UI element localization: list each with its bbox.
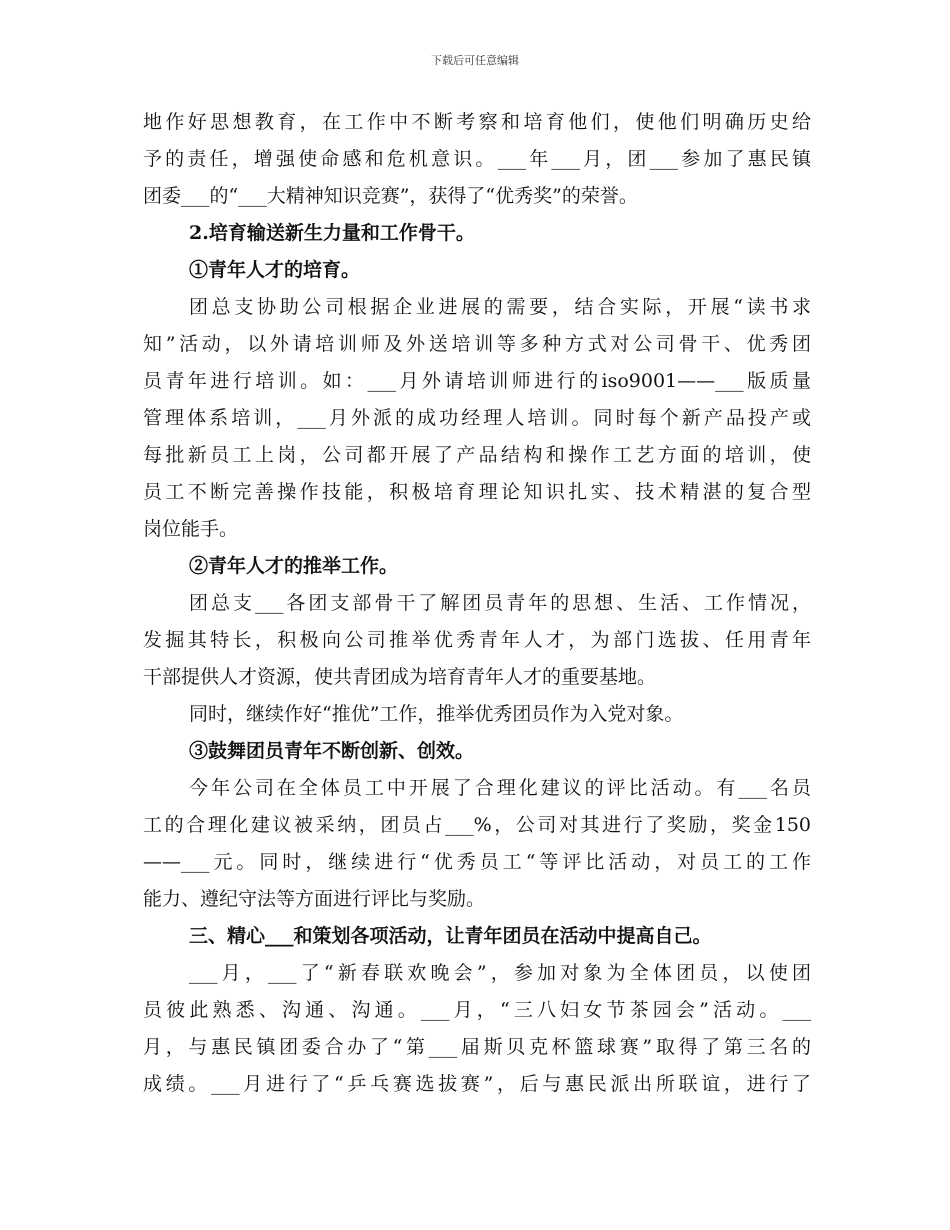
paragraph-line: 团委___的“___大精神知识竞赛”，获得了“优秀奖”的荣誉。 xyxy=(143,185,638,207)
paragraph-line: 员彼此熟悉、沟通、沟通。___月，“三八妇女节茶园会”活动。___ xyxy=(143,999,811,1021)
paragraph-line: 岗位能手。 xyxy=(143,518,239,540)
paragraph-line: 团总支___各团支部骨干了解团员青年的思想、生活、工作情况， xyxy=(189,592,811,614)
paragraph-line: 地作好思想教育，在工作中不断考察和培育他们，使他们明确历史给 xyxy=(143,111,811,133)
section-heading: ③鼓舞团员青年不断创新、创效。 xyxy=(189,740,475,762)
section-heading: ②青年人才的推举工作。 xyxy=(189,555,399,577)
paragraph-line: 每批新员工上岗，公司都开展了产品结构和操作工艺方面的培训，使 xyxy=(143,444,811,466)
paragraph-line: 管理体系培训，___月外派的成功经理人培训。同时每个新产品投产或 xyxy=(143,407,811,429)
paragraph-line: 予的责任，增强使命感和危机意识。___年___月，团___参加了惠民镇 xyxy=(143,148,811,170)
paragraph-line: ——___元。同时，继续进行“优秀员工“等评比活动，对员工的工作 xyxy=(143,851,811,873)
section-heading: 三、精心___和策划各项活动，让青年团员在活动中提高自己。 xyxy=(189,925,712,947)
paragraph-line: 同时，继续作好“推优”工作，推举优秀团员作为入党对象。 xyxy=(189,703,684,725)
paragraph-line: 团总支协助公司根据企业进展的需要，结合实际，开展“读书求 xyxy=(189,296,811,318)
paragraph-line: 月，与惠民镇团委合办了“第___届斯贝克杯篮球赛”取得了第三名的 xyxy=(143,1036,811,1058)
paragraph-line: 员工不断完善操作技能，积极培育理论知识扎实、技术精湛的复合型 xyxy=(143,481,811,503)
section-heading: ①青年人才的培育。 xyxy=(189,259,361,281)
paragraph-line: ___月，___了“新春联欢晚会”，参加对象为全体团员，以使团 xyxy=(189,962,811,984)
paragraph-line: 成绩。___月进行了“乒乓赛选拔赛”，后与惠民派出所联谊，进行了 xyxy=(143,1073,811,1095)
paragraph-line: 能力、遵纪守法等方面进行评比与奖励。 xyxy=(143,888,486,910)
paragraph-line: 今年公司在全体员工中开展了合理化建议的评比活动。有___名员 xyxy=(189,777,811,799)
section-heading: 2.培育输送新生力量和工作骨干。 xyxy=(189,222,475,244)
paragraph-line: 员青年进行培训。如：___月外请培训师进行的iso9001——___版质量 xyxy=(143,370,811,392)
page-header: 下载后可任意编辑 xyxy=(431,54,519,67)
paragraph-line: 工的合理化建议被采纳，团员占___%，公司对其进行了奖励，奖金150 xyxy=(143,814,811,836)
paragraph-line: 发掘其特长，积极向公司推举优秀青年人才，为部门选拔、任用青年 xyxy=(143,629,811,651)
paragraph-line: 知”活动，以外请培训师及外送培训等多种方式对公司骨干、优秀团 xyxy=(143,333,811,355)
paragraph-line: 干部提供人才资源，使共青团成为培育青年人才的重要基地。 xyxy=(143,666,657,688)
document-body xyxy=(143,104,811,1103)
